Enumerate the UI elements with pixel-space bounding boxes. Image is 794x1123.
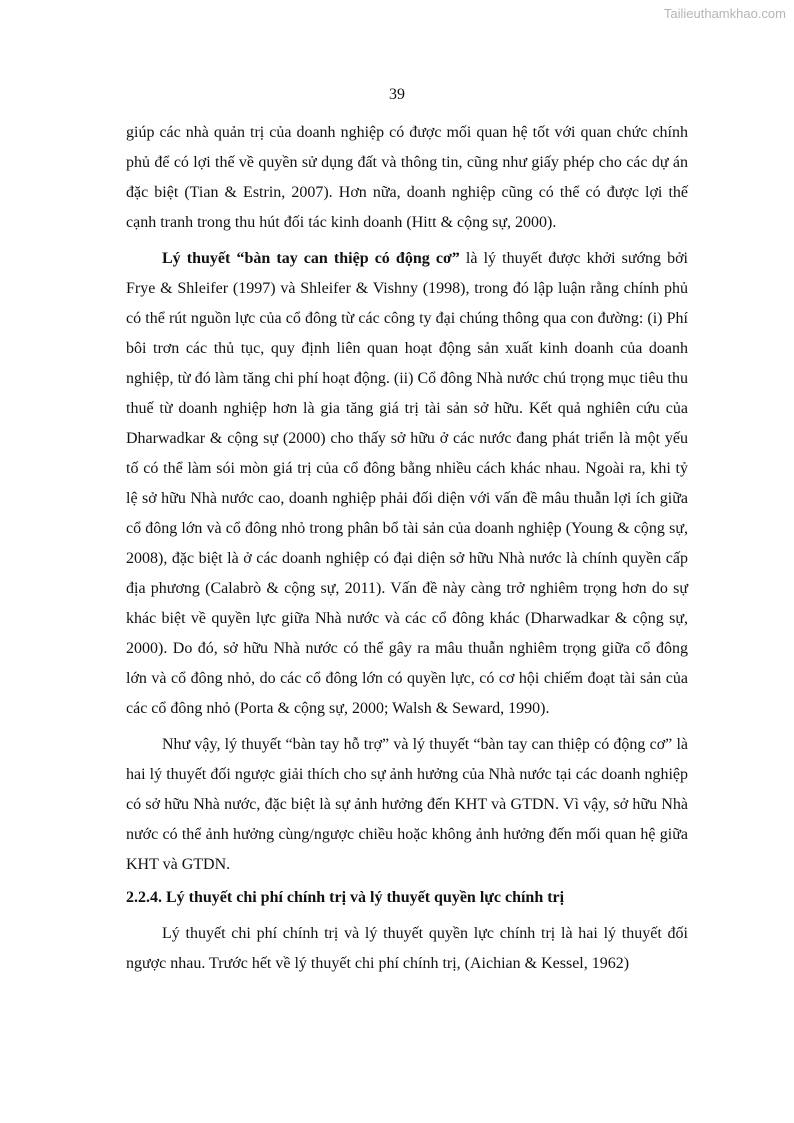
paragraph-1: giúp các nhà quản trị của doanh nghiệp có được mối quan hệ tốt với quan chức chính phủ để có lợi thế về quyền sử dụng đất và thông tin, cũng như giấy phép cho các dự án đặc biệt (Tian & Estrin, 2007). Hơn nữa, doanh nghiệp cũng có thể có được lợi thế cạnh tranh trong thu hút đối tác kinh doanh (Hitt & cộng sự, 2000). [126,124,688,231]
watermark: Tailieuthamkhao.com [663,6,786,21]
section-heading: 2.2.4. Lý thuyết chi phí chính trị và lý thuyết quyền lực chính trị [126,889,565,906]
document-body [126,118,688,985]
paragraph-2-bold-term: Lý thuyết “bàn tay can thiệp có động cơ” [162,250,460,267]
paragraph-4: Lý thuyết chi phí chính trị và lý thuyết quyền lực chính trị là hai lý thuyết đối ngược nhau. Trước hết về lý thuyết chi phí chính trị, (Aichian & Kessel, 1962) [126,925,688,972]
paragraph-3: Như vậy, lý thuyết “bàn tay hỗ trợ” và lý thuyết “bàn tay can thiệp có động cơ” là hai lý thuyết đối ngược giải thích cho sự ảnh hưởng của Nhà nước tại các doanh nghiệp có sở hữu Nhà nước, đặc biệt là sự ảnh hưởng đến KHT và GTDN. Vì vậy, sở hữu Nhà nước có thể ảnh hưởng cùng/ngược chiều hoặc không ảnh hưởng đến mối quan hệ giữa KHT và GTDN. [126,736,688,873]
paragraph-2 [126,244,688,724]
page-number: 39 [389,86,405,103]
paragraph-2-text: là lý thuyết được khởi sướng bởi Frye & Shleifer (1997) và Shleifer & Vishny (1998), trong đó lập luận rằng chính phủ có thể rút nguồn lực của cổ đông từ các công ty đại chúng thông qua con đường: (i) Phí bôi trơn các thủ tục, quy định liên quan hoạt động sản xuất kinh doanh của doanh nghiệp, từ đó làm tăng chi phí hoạt động. (ii) Cổ đông Nhà nước chú trọng mục tiêu thu thuế từ doanh nghiệp hơn là gia tăng giá trị tài sản sở hữu. Kết quả nghiên cứu của Dharwadkar & cộng sự (2000) cho thấy sở hữu ở các nước đang phát triển là một yếu tố có thể làm sói mòn giá trị của cổ đông bằng nhiều cách khác nhau. Ngoài ra, khi tỷ lệ sở hữu Nhà nước cao, doanh nghiệp phải đối diện với vấn đề mâu thuẫn lợi ích giữa cổ đông lớn và cổ đông nhỏ trong phân bổ tài sản của doanh nghiệp (Young & cộng sự, 2008), đặc biệt là ở các doanh nghiệp có đại diện sở hữu Nhà nước là chính quyền cấp địa phương (Calabrò & cộng sự, 2011). Vấn đề này càng trở nghiêm trọng hơn do sự khác biệt về quyền lực giữa Nhà nước và các cổ đông khác (Dharwadkar & cộng sự, 2000). Do đó, sở hữu Nhà nước có thể gây ra mâu thuẫn nghiêm trọng giữa cổ đông lớn và cổ đông nhỏ, do các cổ đông lớn có quyền lực, có cơ hội chiếm đoạt tài sản của các cổ đông nhỏ (Porta & cộng sự, 2000; Walsh & Seward, 1990). [126,250,689,717]
